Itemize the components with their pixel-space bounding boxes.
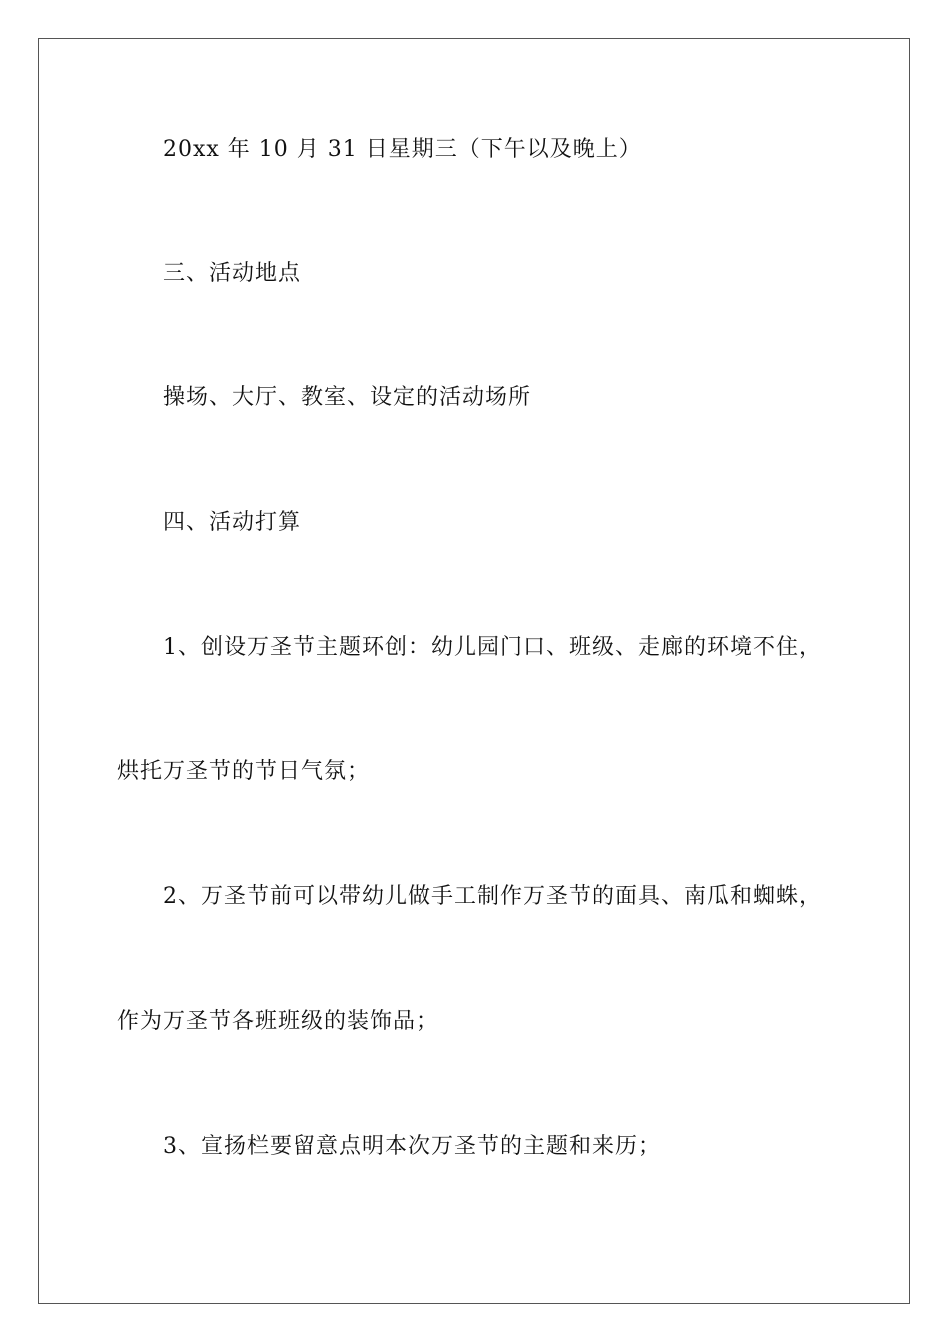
plan-item-2-line-1: 2、万圣节前可以带幼儿做手工制作万圣节的面具、南瓜和蜘蛛，	[163, 884, 822, 909]
page-border	[38, 38, 910, 1304]
plan-item-2-line-2: 作为万圣节各班班级的装饰品；	[117, 1009, 440, 1034]
section-heading-plan: 四、活动打算	[163, 510, 302, 535]
location-text: 操场、大厅、教室、设定的活动场所	[163, 385, 532, 410]
section-heading-location: 三、活动地点	[163, 261, 302, 286]
plan-item-3: 3、宣扬栏要留意点明本次万圣节的主题和来历；	[163, 1134, 661, 1159]
date-line: 20xx 年 10 月 31 日星期三（下午以及晚上）	[163, 137, 642, 162]
plan-item-1-line-1: 1、创设万圣节主题环创：幼儿园门口、班级、走廊的环境不住，	[163, 635, 822, 660]
plan-item-1-line-2: 烘托万圣节的节日气氛；	[117, 759, 371, 784]
